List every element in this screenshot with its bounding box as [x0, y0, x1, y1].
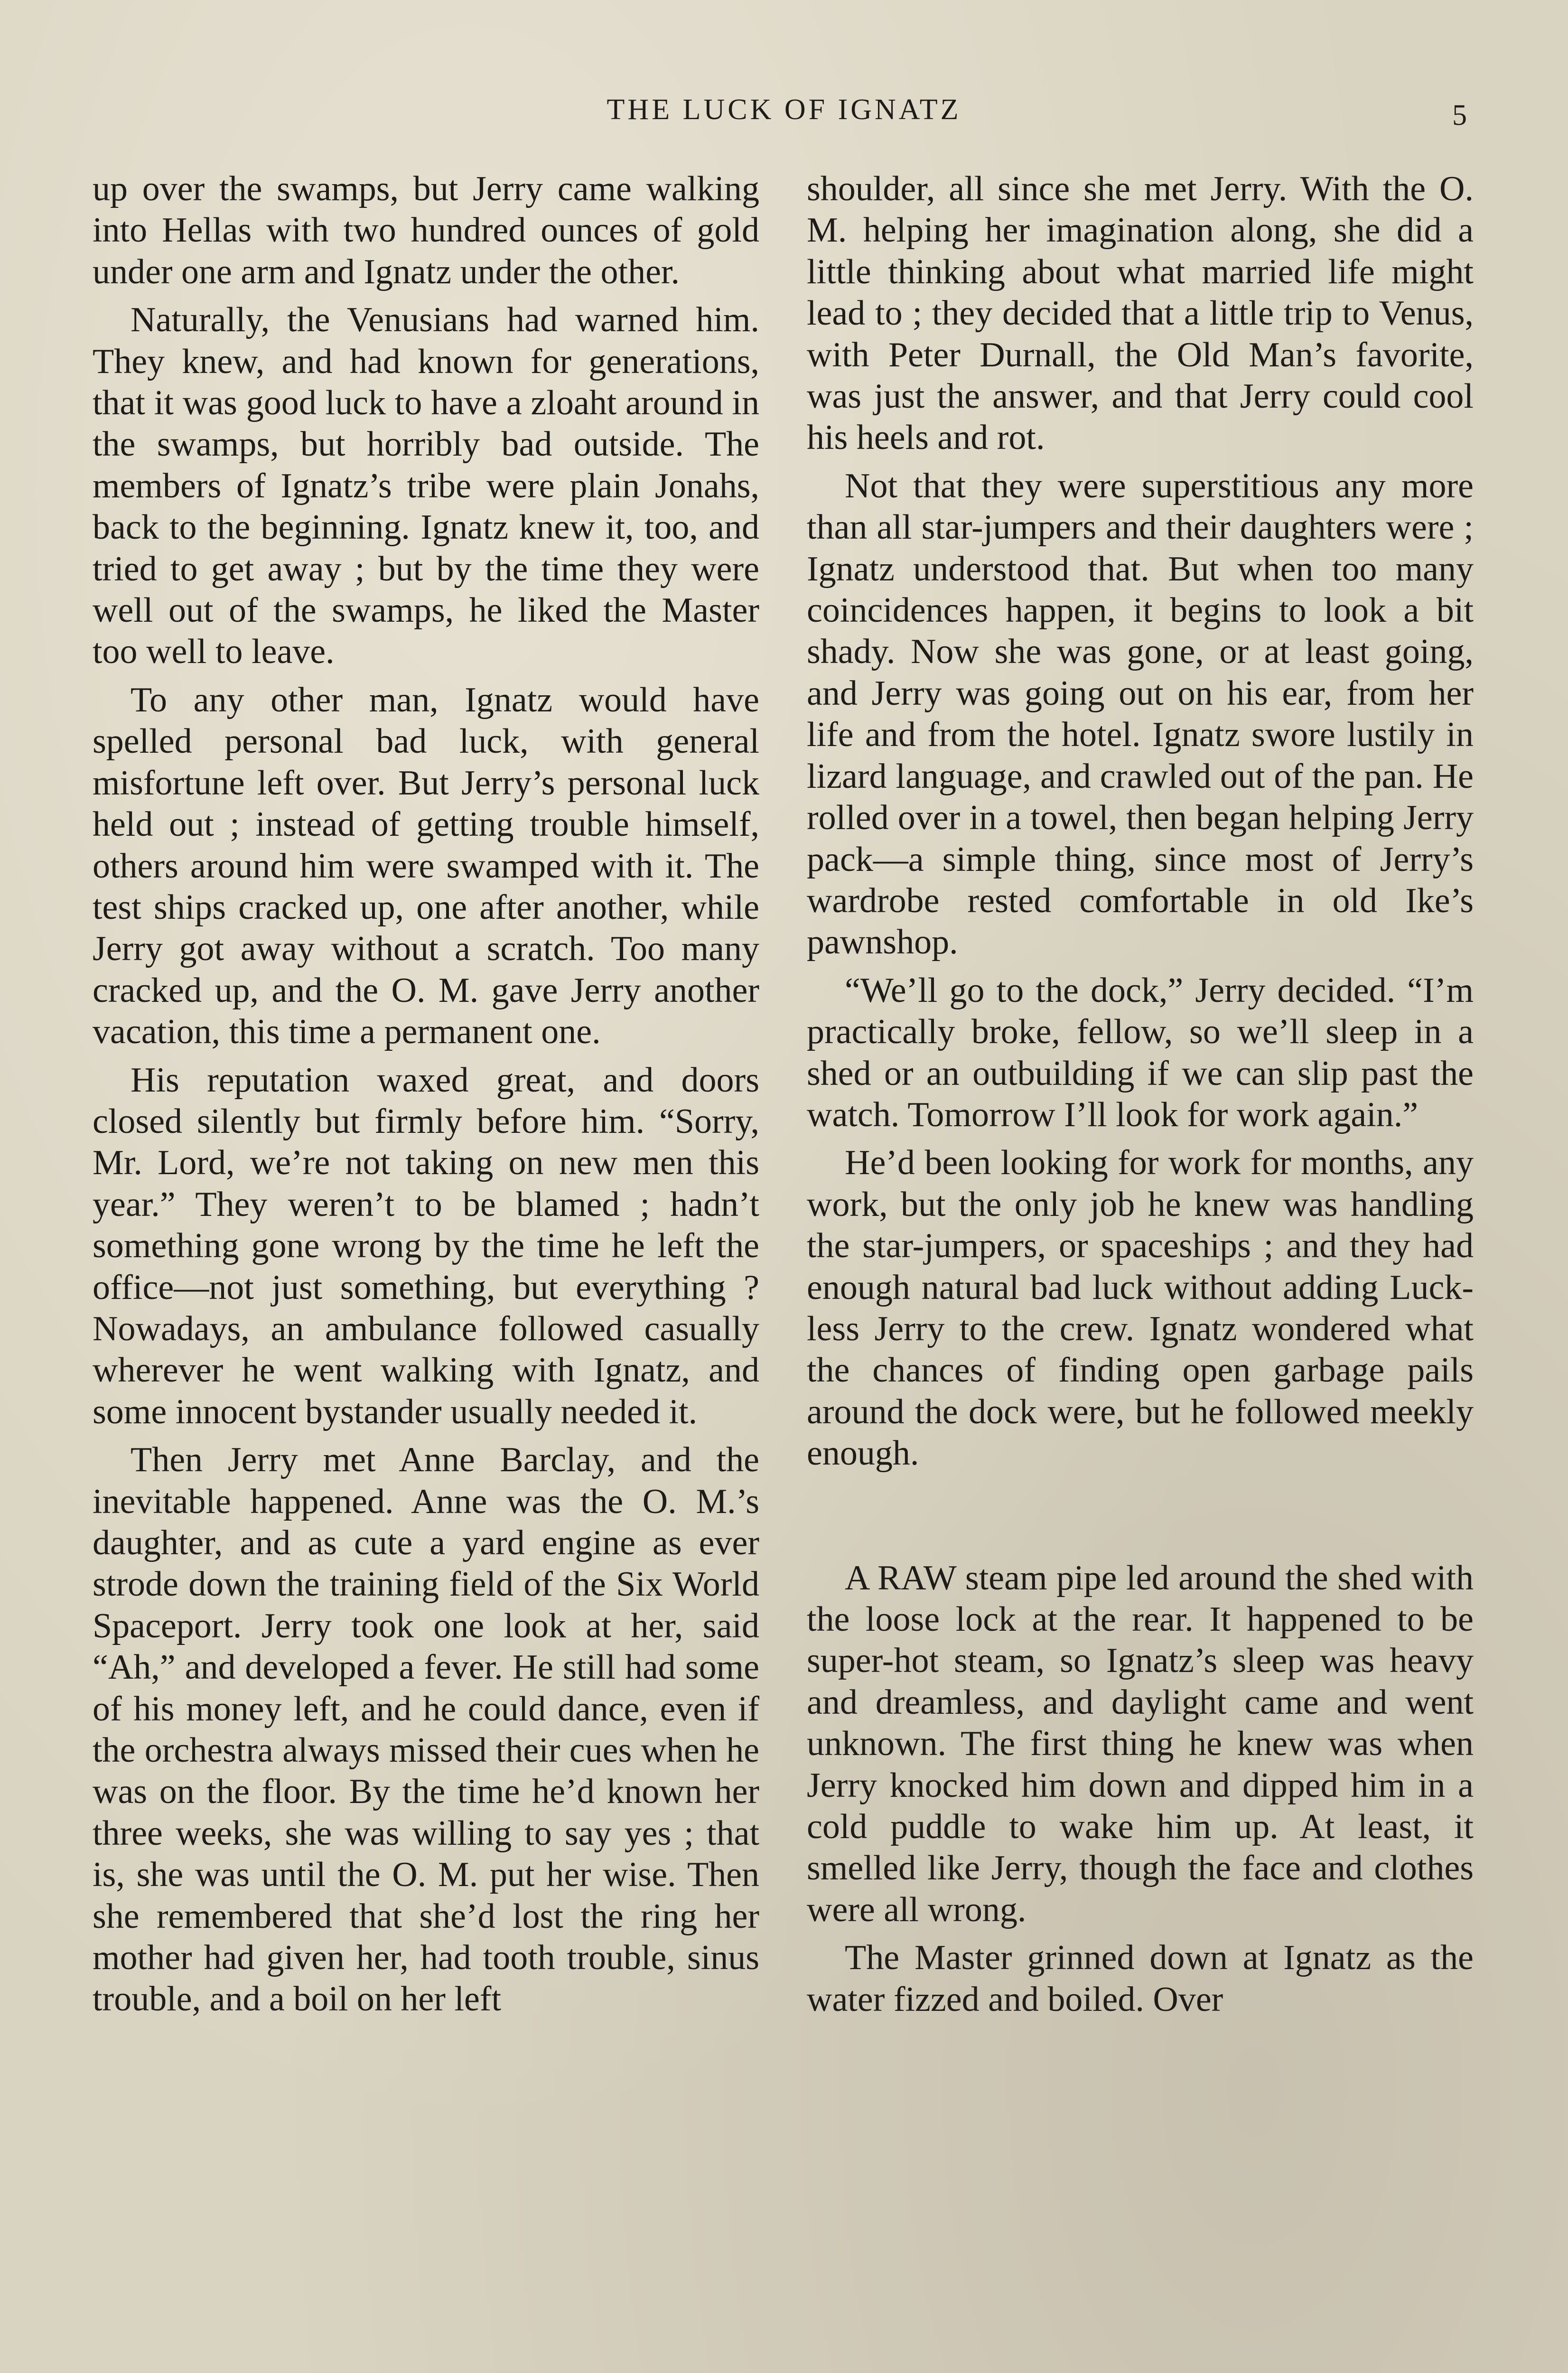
paragraph: shoulder, all since she met Jerry. With the O. M. helping her imagination along, she did a little thinking about what married life might lead to ; they decided that a little trip to Venus, with Peter Durnall, the Old Man’s favorite, was just the answer, and that Jerry could cool his heels and rot. — [807, 169, 1474, 458]
paragraph: Naturally, the Venusians had warned him. They knew, and had known for generations, that it was good luck to have a zloaht around in the swamps, but horribly bad outside. The members of Ignatz’s tribe were plain Jonahs, back to the beginning. Ignatz knew it, too, and tried to get away ; but by the time they were well out of the swamps, he liked the Master too well to leave. — [93, 300, 759, 672]
right-column — [807, 168, 1474, 2027]
section-break-paragraph: A RAW steam pipe led around the shed with the loose lock at the rear. It happened to be super-hot steam, so Ignatz’s sleep was heavy and dreamless, and daylight came and went unknown. The first thing he knew was when Jerry knocked him down and dipped him in a cold puddle to wake him up. At least, it smelled like Jerry, though the face and clothes were all wrong. — [807, 1558, 1474, 1929]
page-number: 5 — [1452, 99, 1467, 131]
left-column — [93, 168, 759, 2027]
paragraph: “We’ll go to the dock,” Jerry decided. “I’m practically broke, fellow, so we’ll sleep in a shed or an outbuilding if we can slip past the watch. Tomorrow I’ll look for work again.” — [807, 971, 1474, 1134]
paragraph: The Master grinned down at Ignatz as the water fizzed and boiled. Over — [807, 1938, 1474, 2019]
paragraph: To any other man, Ignatz would have spelled personal bad luck, with general misfortune left over. But Jerry’s personal luck held out ; instead of getting trouble himself, others around him were swamped with it. The test ships cracked up, one after another, while Jerry got away without a scratch. Too many cracked up, and the O. M. gave Jerry another vacation, this time a permanent one. — [93, 680, 759, 1052]
paragraph: up over the swamps, but Jerry came walking into Hellas with two hundred ounces of gold under one arm and Ignatz under the other. — [93, 169, 759, 291]
running-title: THE LUCK OF IGNATZ — [607, 93, 961, 126]
paragraph: He’d been looking for work for months, any work, but the only job he knew was handling the star-jumpers, or spaceships ; and they had enough natural bad luck without adding Luckless Jerry to the crew. Ignatz wondered what the chances of finding open garbage pails around the dock were, but he followed meekly enough. — [807, 1143, 1474, 1473]
paragraph: Then Jerry met Anne Barclay, and the inevitable happened. Anne was the O. M.’s daughter, and as cute a yard engine as ever strode down the training field of the Six World Spaceport. Jerry took one look at her, said “Ah,” and developed a fever. He still had some of his money left, and he could dance, even if the orchestra always missed their cues when he was on the floor. By the time he’d known her three weeks, she was willing to say yes ; that is, she was until the O. M. put her wise. Then she remembered that she’d lost the ring her mother had given her, had tooth trouble, sinus trouble, and a boil on her left — [93, 1440, 759, 2019]
watermark — [1158, 2368, 1547, 2373]
paragraph: His reputation waxed great, and doors closed silently but firmly before him. “Sorry, Mr. Lord, we’re not taking on new men this year.” They weren’t to be blamed ; hadn’t something gone wrong by the time he left the office—not just something, but everything ? Nowadays, an ambulance followed casually wherever he went walking with Ignatz, and some innocent bystander usually needed it. — [93, 1060, 759, 1431]
paragraph: Not that they were superstitious any more than all star-jumpers and their daughters were ; Ignatz understood that. But when too many coincidences happen, it begins to look a bit shady. Now she was gone, or at least going, and Jerry was going out on his ear, from her life and from the hotel. Ignatz swore lustily in lizard language, and crawled out of the pan. He rolled over in a towel, then began helping Jerry pack—a simple thing, since most of Jerry’s wardrobe rested comfortable in old Ike’s pawnshop. — [807, 466, 1474, 962]
